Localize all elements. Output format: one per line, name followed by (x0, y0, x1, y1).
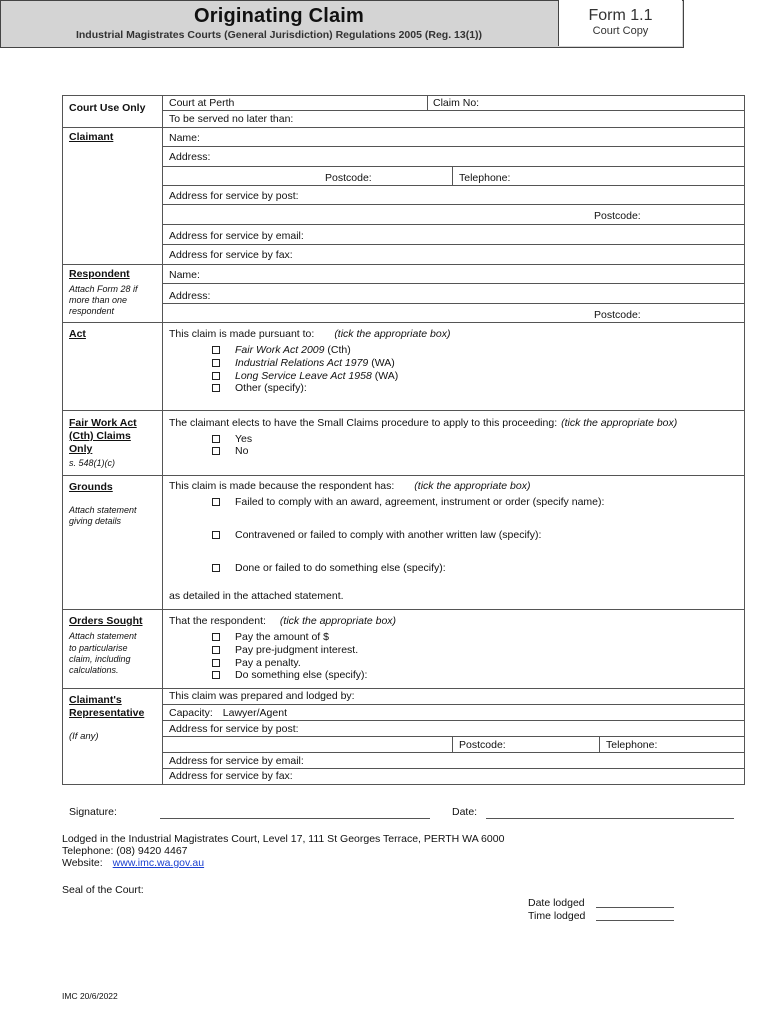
orders-note-3: claim, including (69, 654, 131, 664)
row-line (162, 283, 744, 284)
prepared-by-field[interactable]: This claim was prepared and lodged by: (169, 690, 355, 702)
section-divider (62, 322, 744, 323)
row-line (162, 146, 744, 147)
orders-note-4: calculations. (69, 665, 119, 675)
orders-intro: That the respondent: (tick the appropriate box) (169, 615, 397, 627)
signature-label: Signature: (69, 806, 117, 818)
claimant-service-post-field[interactable]: Address for service by post: (169, 190, 299, 202)
orders-option-4: Do something else (specify): (235, 669, 368, 681)
small-claims-no-checkbox[interactable] (212, 447, 220, 455)
respondent-note-1: Attach Form 28 if (69, 284, 138, 294)
orders-other-checkbox[interactable] (212, 671, 220, 679)
cell-line (427, 95, 428, 110)
row-line (162, 185, 744, 186)
row-line (162, 704, 744, 705)
fair-work-note: s. 548(1)(c) (69, 458, 116, 468)
grounds-failed-award-checkbox[interactable] (212, 498, 220, 506)
rep-service-email-field[interactable]: Address for service by email: (169, 755, 304, 767)
rep-service-fax-field[interactable]: Address for service by fax: (169, 770, 293, 782)
orders-amount-checkbox[interactable] (212, 633, 220, 641)
rep-service-post-field[interactable]: Address for service by post: (169, 723, 299, 735)
orders-label: Orders Sought (69, 615, 143, 627)
date-lodged-line[interactable] (596, 907, 674, 908)
act-industrial-relations-checkbox[interactable] (212, 359, 220, 367)
claimant-service-email-field[interactable]: Address for service by email: (169, 230, 304, 242)
date-label: Date: (452, 806, 478, 818)
orders-option-3: Pay a penalty. (235, 657, 301, 669)
grounds-contravened-checkbox[interactable] (212, 531, 220, 539)
orders-note-2: to particularise (69, 643, 128, 653)
claimant-address-field[interactable]: Address: (169, 151, 211, 163)
respondent-label: Respondent (69, 268, 130, 280)
fair-work-label-2: (Cth) Claims (69, 430, 131, 442)
claimant-service-fax-field[interactable]: Address for service by fax: (169, 249, 293, 261)
grounds-footer: as detailed in the attached statement. (169, 590, 344, 602)
row-line (162, 768, 744, 769)
act-long-service-checkbox[interactable] (212, 372, 220, 380)
grounds-other-checkbox[interactable] (212, 564, 220, 572)
respondent-note-2: more than one (69, 295, 128, 305)
act-fairwork-checkbox[interactable] (212, 346, 220, 354)
date-line[interactable] (486, 818, 734, 819)
capacity-field[interactable]: Capacity: Lawyer/Agent (169, 707, 287, 719)
respondent-note-3: respondent (69, 306, 115, 316)
representative-note: (If any) (69, 731, 99, 742)
act-intro: This claim is made pursuant to: (tick the appropriate box) (169, 328, 451, 340)
act-option-1: Fair Work Act 2009 (Cth) (235, 344, 351, 356)
act-option-2: Industrial Relations Act 1979 (WA) (235, 357, 395, 369)
section-divider (62, 475, 744, 476)
cell-line (452, 736, 453, 752)
court-location: Court at Perth (169, 97, 235, 109)
fair-work-label-3: Only (69, 443, 93, 455)
section-divider (62, 609, 744, 610)
served-by-field[interactable]: To be served no later than: (169, 113, 294, 125)
act-option-4: Other (specify): (235, 382, 307, 394)
respondent-address-field[interactable]: Address: (169, 290, 211, 302)
copy-label: Court Copy (592, 25, 649, 37)
row-line (162, 720, 744, 721)
claimant-label: Claimant (69, 131, 114, 143)
orders-option-1: Pay the amount of $ (235, 631, 329, 643)
small-claims-no-label: No (235, 445, 249, 457)
form-number: Form 1.1 (588, 7, 653, 24)
act-other-checkbox[interactable] (212, 384, 220, 392)
act-option-3: Long Service Leave Act 1958 (WA) (235, 370, 399, 382)
row-line (162, 244, 744, 245)
row-line (162, 752, 744, 753)
row-line (162, 303, 744, 304)
grid-line (62, 95, 63, 785)
fair-work-label-1: Fair Work Act (69, 417, 137, 429)
rep-postcode-field[interactable]: Postcode: (459, 739, 506, 751)
date-lodged-label: Date lodged (528, 897, 585, 909)
section-divider (62, 410, 744, 411)
section-divider (62, 264, 744, 265)
grid-line (744, 95, 745, 785)
time-lodged-line[interactable] (596, 920, 674, 921)
claim-no-field[interactable]: Claim No: (433, 97, 480, 109)
seal-label: Seal of the Court: (62, 884, 144, 896)
grounds-label: Grounds (69, 481, 113, 493)
grounds-note-1: Attach statement (69, 505, 137, 515)
rep-telephone-field[interactable]: Telephone: (606, 739, 658, 751)
orders-interest-checkbox[interactable] (212, 646, 220, 654)
act-label: Act (69, 328, 86, 340)
form-code: IMC 20/6/2022 (62, 991, 118, 1001)
orders-option-2: Pay pre-judgment interest. (235, 644, 359, 656)
respondent-name-field[interactable]: Name: (169, 269, 200, 281)
form-header (0, 0, 684, 48)
header-title-block (0, 0, 559, 46)
grounds-option-2: Contravened or failed to comply with another written law (specify): (235, 529, 542, 541)
orders-note-1: Attach statement (69, 631, 137, 641)
row-line (162, 204, 744, 205)
lodged-address: Lodged in the Industrial Magistrates Court, Level 17, 111 St Georges Terrace, PERTH WA 6000 (62, 833, 505, 845)
cell-line (452, 166, 453, 185)
small-claims-yes-checkbox[interactable] (212, 435, 220, 443)
form-subtitle: Industrial Magistrates Courts (General Jurisdiction) Regulations 2005 (Reg. 13(1)) (75, 29, 483, 41)
form-title: Originating Claim (193, 5, 365, 27)
header-form-block (559, 0, 682, 46)
grid-line (62, 784, 744, 785)
claimant-name-field[interactable]: Name: (169, 132, 200, 144)
grid-line (62, 95, 744, 96)
small-claims-yes-label: Yes (235, 433, 253, 445)
grid-line (162, 95, 163, 785)
row-line (162, 166, 744, 167)
respondent-postcode-field[interactable]: Postcode: (594, 309, 641, 321)
claimant-telephone-field[interactable]: Telephone: (459, 172, 511, 184)
website-link[interactable]: www.imc.wa.gov.au (112, 857, 205, 869)
section-divider (62, 688, 744, 689)
representative-label-2: Representative (69, 707, 145, 719)
claimant-postcode2-field[interactable]: Postcode: (594, 210, 641, 222)
section-divider (62, 127, 744, 128)
claimant-postcode-field[interactable]: Postcode: (325, 172, 372, 184)
row-line (162, 110, 744, 111)
court-telephone: Telephone: (08) 9420 4467 (62, 845, 188, 857)
grounds-intro: This claim is made because the respondent has: (tick the appropriate box) (169, 480, 531, 492)
time-lodged-label: Time lodged (528, 910, 586, 922)
fair-work-intro: The claimant elects to have the Small Claims procedure to apply to this proceeding: (tick the appropriate box) (169, 417, 678, 429)
website-line: Website: www.imc.wa.gov.au (62, 857, 205, 869)
grounds-note-2: giving details (69, 516, 122, 526)
row-line (162, 224, 744, 225)
cell-line (599, 736, 600, 752)
signature-line[interactable] (160, 818, 430, 819)
representative-label-1: Claimant's (69, 694, 122, 706)
grounds-option-3: Done or failed to do something else (specify): (235, 562, 446, 574)
court-use-label: Court Use Only (69, 102, 146, 114)
orders-penalty-checkbox[interactable] (212, 659, 220, 667)
row-line (162, 736, 744, 737)
grounds-option-1: Failed to comply with an award, agreement, instrument or order (specify name): (235, 496, 605, 508)
